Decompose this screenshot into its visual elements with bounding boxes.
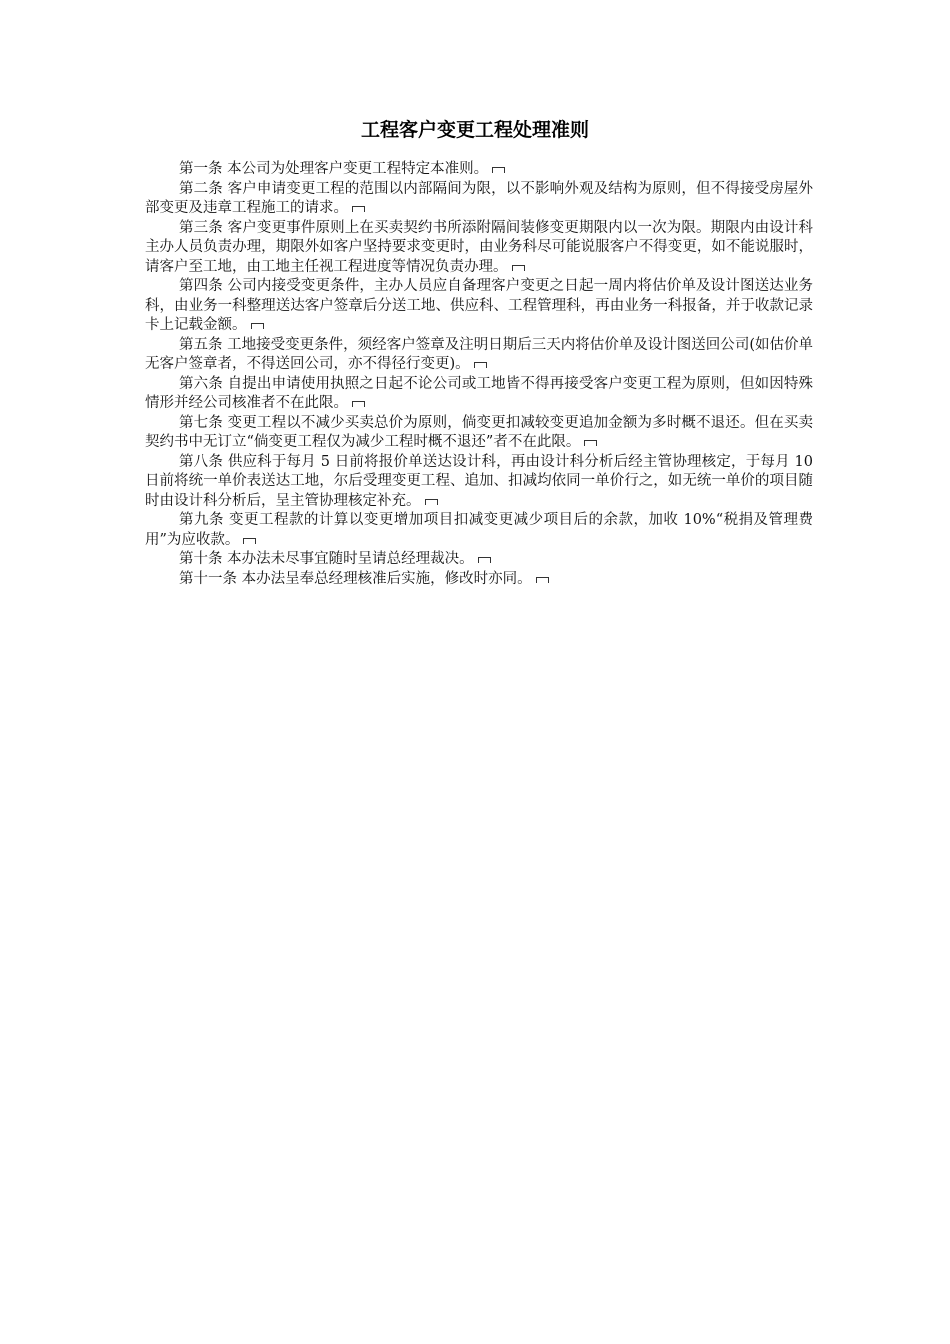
article-4-text: 第四条 公司内接受变更条件，主办人员应自备理客户变更之日起一周内将估价单及设计图送达业务科，由业务一科整理送达客户签章后分送工地、供应科、工程管理科，再由业务一科报备，并于收款记录卡上记载金额。 [145,278,813,333]
article-8-text: 第八条 供应科于每月 5 日前将报价单送达设计科，再由设计科分析后经主管协理核定，于每月 10 日前将统一单价表送达工地，尔后受理变更工程、追加、扣减均依同一单价行之，如无统一单价的项目随时由设计科分析后，呈主管协理核定补充。 [145,453,813,509]
paragraph-mark-icon [352,401,365,407]
article-11-text: 第十一条 本办法呈奉总经理核准后实施，修改时亦同。 [179,570,532,587]
page-title: 工程客户变更工程处理准则 [360,119,589,141]
article-10 [145,550,813,570]
paragraph-mark-icon [251,323,264,329]
paragraph-mark-icon [492,167,505,173]
paragraph-mark-icon [474,362,487,368]
article-5-text: 第五条 工地接受变更条件，须经客户签章及注明日期后三天内将估价单及设计图送回公司(如估价单无客户签章者，不得送回公司，亦不得径行变更)。 [145,336,813,372]
paragraph-mark-icon [243,538,256,544]
article-3-text: 第三条 客户变更事件原则上在买卖契约书所添附隔间装修变更期限内以一次为限。期限内由设计科主办人员负责办理，期限外如客户坚持要求变更时，由业务科尽可能说服客户不得变更，如不能说服时，请客户至工地，由工地主任视工程进度等情况负责办理。 [145,219,813,275]
article-1-text: 第一条 本公司为处理客户变更工程特定本准则。 [179,161,489,177]
article-7 [145,414,813,453]
paragraph-mark-icon [584,440,597,446]
article-4 [145,277,813,336]
article-9 [145,511,813,550]
article-6-text: 第六条 自提出申请使用执照之日起不论公司或工地皆不得再接受客户变更工程为原则，但如因特殊情形并经公司核准者不在此限。 [145,375,813,411]
paragraph-mark-icon [478,557,491,563]
article-2-text: 第二条 客户申请变更工程的范围以内部隔间为限，以不影响外观及结构为原则，但不得接受房屋外部变更及违章工程施工的请求。 [145,180,813,216]
article-10-text: 第十条 本办法未尽事宜随时呈请总经理裁决。 [179,551,474,567]
article-5 [145,336,813,375]
article-3 [145,219,813,278]
article-7-text: 第七条 变更工程以不减少买卖总价为原则，倘变更扣减较变更追加金额为多时概不退还。但在买卖契约书中无订立“倘变更工程仅为减少工程时概不退还”者不在此限。 [145,414,813,450]
paragraph-mark-icon [512,265,525,271]
article-9-text: 第九条 变更工程款的计算以变更增加项目扣减变更减少项目后的余款，加收 10%“税捐及管理费用”为应收款。 [145,512,813,548]
paragraph-mark-icon [352,206,365,212]
article-6 [145,375,813,414]
paragraph-mark-icon [536,577,549,583]
article-2 [145,180,813,219]
paragraph-mark-icon [425,499,438,505]
article-1 [145,160,813,180]
article-11 [145,570,813,590]
article-8 [145,453,813,512]
document-body [145,160,813,589]
